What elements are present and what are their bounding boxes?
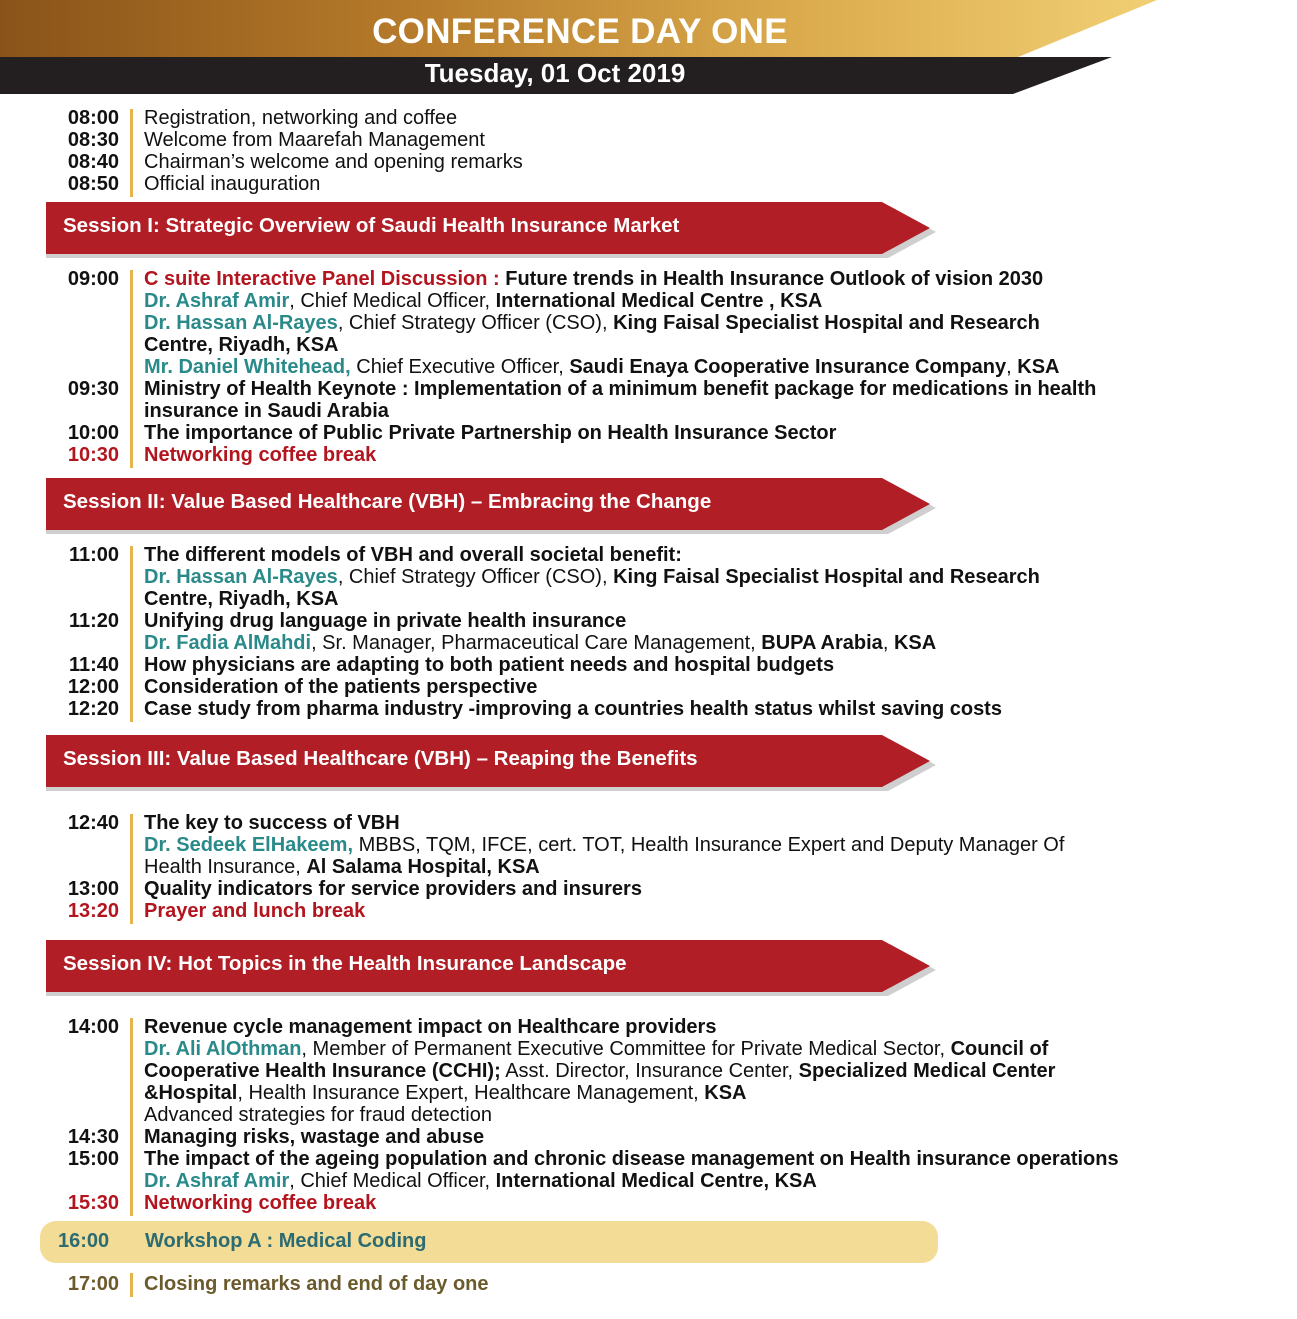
agenda-text xyxy=(144,1192,376,1214)
time-divider xyxy=(130,1194,133,1216)
speaker-name: Dr. Sedeek ElHakeem, xyxy=(144,834,354,856)
time-divider xyxy=(130,380,133,402)
closing-time: 17:00 xyxy=(67,1273,119,1295)
agenda-text-part: , xyxy=(1006,356,1018,378)
agenda-item xyxy=(0,268,1297,290)
speaker-name: Dr. Fadia AlMahdi xyxy=(144,632,312,654)
agenda-item-continuation xyxy=(0,334,1297,356)
agenda-text-part: Ministry of Health Keynote : Implementation of a minimum benefit package for medications in health xyxy=(144,378,1097,400)
agenda-text xyxy=(144,290,822,312)
time-divider xyxy=(130,1106,133,1128)
agenda-text-part: Advanced strategies for fraud detection xyxy=(144,1104,492,1126)
agenda-text: Chairman’s welcome and opening remarks xyxy=(144,151,523,173)
agenda-text-part: , Chief Strategy Officer (CSO), xyxy=(337,566,614,588)
time-divider xyxy=(130,814,133,836)
agenda-text xyxy=(144,1060,1055,1082)
agenda-text xyxy=(144,900,365,922)
time-divider xyxy=(130,1018,133,1040)
agenda-item xyxy=(0,107,1297,129)
agenda-time: 12:20 xyxy=(67,698,119,720)
agenda-text-part: King Faisal Specialist Hospital and Research xyxy=(613,566,1040,588)
opening-items xyxy=(0,107,1297,195)
time-divider xyxy=(130,336,133,358)
agenda-text xyxy=(144,698,1002,720)
time-divider xyxy=(130,1172,133,1194)
agenda-time: 08:40 xyxy=(67,151,119,173)
session-banner xyxy=(46,938,946,994)
agenda-text xyxy=(144,856,540,878)
time-divider xyxy=(130,153,133,175)
time-divider xyxy=(130,1040,133,1062)
agenda-text-part: Saudi Enaya Cooperative Insurance Company xyxy=(569,356,1007,378)
agenda-time: 08:30 xyxy=(67,129,119,151)
agenda-text xyxy=(144,566,1040,588)
agenda-time: 08:50 xyxy=(67,173,119,195)
session-agenda xyxy=(0,812,1297,922)
agenda-text xyxy=(144,268,1043,290)
time-divider xyxy=(130,270,133,292)
agenda-text xyxy=(144,1038,1048,1060)
agenda-text-part: Al Salama Hospital, KSA xyxy=(306,856,540,878)
closing-row xyxy=(0,1271,1297,1297)
agenda-text xyxy=(144,544,682,566)
agenda-text xyxy=(144,422,836,444)
agenda-item-continuation xyxy=(0,588,1297,610)
agenda-text-part: Quality indicators for service providers and insurers xyxy=(144,878,642,900)
time-divider xyxy=(130,634,133,656)
time-divider xyxy=(130,1062,133,1084)
agenda-text-part: Unifying drug language in private health insurance xyxy=(144,610,627,632)
session-banner xyxy=(46,733,946,789)
agenda-item-continuation xyxy=(0,566,1297,588)
agenda-item xyxy=(0,900,1297,922)
agenda-text-part: , Member of Permanent Executive Committee for Private Medical Sector, xyxy=(301,1038,951,1060)
time-divider xyxy=(130,446,133,468)
session-title: Session III: Value Based Healthcare (VBH) – Reaping the Benefits xyxy=(63,747,698,770)
time-divider xyxy=(130,292,133,314)
speaker-name: Dr. Ashraf Amir xyxy=(144,290,290,312)
agenda-item xyxy=(0,1148,1297,1170)
agenda-item-continuation xyxy=(0,312,1297,334)
agenda-item xyxy=(0,610,1297,632)
agenda-time: 09:00 xyxy=(67,268,119,290)
agenda-text xyxy=(144,1170,817,1192)
agenda-time: 11:40 xyxy=(68,654,119,676)
agenda-text-part: BUPA Arabia xyxy=(761,632,883,654)
agenda-text-part: International Medical Centre , KSA xyxy=(495,290,823,312)
page-title: CONFERENCE DAY ONE xyxy=(372,12,788,51)
session-banner xyxy=(46,476,946,532)
agenda-time: 14:00 xyxy=(67,1016,119,1038)
agenda-text xyxy=(144,1016,716,1038)
agenda-item xyxy=(0,812,1297,834)
speaker-name: Dr. Ali AlOthman xyxy=(144,1038,302,1060)
session-title: Session IV: Hot Topics in the Health Insurance Landscape xyxy=(63,952,627,975)
time-divider xyxy=(130,836,133,858)
agenda-item xyxy=(0,676,1297,698)
agenda-text-part: The key to success of VBH xyxy=(144,812,400,834)
time-divider xyxy=(130,590,133,612)
agenda-text xyxy=(144,378,1096,400)
agenda-time: 13:00 xyxy=(67,878,119,900)
agenda-text-part: KSA xyxy=(1017,356,1060,378)
agenda-item-continuation xyxy=(0,1104,1297,1126)
agenda-text xyxy=(144,654,834,676)
agenda-text-part: Future trends in Health Insurance Outlook of vision 2030 xyxy=(505,268,1044,290)
agenda-time: 11:00 xyxy=(68,544,119,566)
time-divider xyxy=(130,858,133,880)
agenda-item xyxy=(0,544,1297,566)
speaker-name: Dr. Ashraf Amir xyxy=(144,1170,290,1192)
agenda-item xyxy=(0,654,1297,676)
time-divider xyxy=(130,568,133,590)
agenda-time: 09:30 xyxy=(67,378,119,400)
agenda-item xyxy=(0,1192,1297,1214)
time-divider xyxy=(130,656,133,678)
session-title: Session I: Strategic Overview of Saudi Health Insurance Market xyxy=(63,214,680,237)
agenda-text xyxy=(144,444,376,466)
agenda-text-part: The importance of Public Private Partnership on Health Insurance Sector xyxy=(144,422,837,444)
time-divider xyxy=(130,358,133,380)
agenda-text xyxy=(144,400,389,422)
agenda-time: 14:30 xyxy=(67,1126,119,1148)
agenda-time: 15:00 xyxy=(67,1148,119,1170)
agenda-text-part: King Faisal Specialist Hospital and Research xyxy=(613,312,1040,334)
agenda-item xyxy=(0,378,1297,400)
agenda-item xyxy=(0,1126,1297,1148)
time-divider xyxy=(130,678,133,700)
agenda-text-part: Managing risks, wastage and abuse xyxy=(144,1126,485,1148)
time-divider xyxy=(130,902,133,924)
agenda-text xyxy=(144,588,338,610)
agenda-text-part: , Health Insurance Expert, Healthcare Management, xyxy=(237,1082,705,1104)
agenda-text-part: The impact of the ageing population and chronic disease management on Health insurance operations xyxy=(144,1148,1119,1170)
time-divider xyxy=(130,175,133,197)
agenda-time: 12:00 xyxy=(67,676,119,698)
agenda-text-part: , Chief Strategy Officer (CSO), xyxy=(337,312,614,334)
agenda-text-part: Centre, Riyadh, KSA xyxy=(144,334,339,356)
speaker-name: Mr. Daniel Whitehead, xyxy=(144,356,351,378)
agenda-text-part: , Sr. Manager, Pharmaceutical Care Management, xyxy=(311,632,762,654)
speaker-name: Dr. Hassan Al-Rayes xyxy=(144,566,338,588)
session-title: Session II: Value Based Healthcare (VBH) – Embracing the Change xyxy=(63,490,712,513)
agenda-text-part: MBBS, TQM, IFCE, cert. TOT, Health Insurance Expert and Deputy Manager Of xyxy=(353,834,1065,856)
agenda-text xyxy=(144,1104,492,1126)
agenda-text xyxy=(144,878,642,900)
time-divider xyxy=(130,612,133,634)
time-divider xyxy=(130,880,133,902)
time-divider xyxy=(130,402,133,424)
agenda-time: 10:00 xyxy=(67,422,119,444)
agenda-time: 15:30 xyxy=(67,1192,119,1214)
closing-text: Closing remarks and end of day one xyxy=(144,1273,489,1295)
agenda-text xyxy=(144,1082,747,1104)
agenda-text xyxy=(144,834,1064,856)
agenda-item-continuation xyxy=(0,400,1297,422)
agenda-item xyxy=(0,151,1297,173)
agenda-time: 13:20 xyxy=(67,900,119,922)
agenda-item-continuation xyxy=(0,834,1297,856)
time-divider xyxy=(130,109,133,131)
agenda-time: 11:20 xyxy=(68,610,119,632)
session-agenda xyxy=(0,544,1297,720)
agenda-item xyxy=(0,1016,1297,1038)
agenda-text-part: Council of xyxy=(950,1038,1049,1060)
agenda-text xyxy=(144,812,400,834)
agenda-text-part: Networking coffee break xyxy=(144,444,377,466)
agenda-text-part: International Medical Centre, KSA xyxy=(495,1170,817,1192)
agenda-item xyxy=(0,444,1297,466)
agenda-item-continuation xyxy=(0,1082,1297,1104)
agenda-text-part: &Hospital xyxy=(144,1082,238,1104)
agenda-text-part: The different models of VBH and overall societal benefit: xyxy=(144,544,682,566)
agenda-text xyxy=(144,1148,1119,1170)
workshop-row xyxy=(40,1221,938,1263)
agenda-text-part: Centre, Riyadh, KSA xyxy=(144,588,339,610)
agenda-text xyxy=(144,334,338,356)
time-divider xyxy=(130,1273,133,1297)
agenda-text-part: Case study from pharma industry -improving a countries health status whilst saving costs xyxy=(144,698,1002,720)
agenda-text xyxy=(144,1126,484,1148)
agenda-text xyxy=(144,632,936,654)
agenda-item xyxy=(0,698,1297,720)
agenda-text-part: insurance in Saudi Arabia xyxy=(144,400,389,422)
agenda-text-part: Prayer and lunch break xyxy=(144,900,366,922)
time-divider xyxy=(130,424,133,446)
speaker-name: Dr. Hassan Al-Rayes xyxy=(144,312,338,334)
agenda-text-part: Health Insurance, xyxy=(144,856,307,878)
agenda-text-part: Asst. Director, Insurance Center, xyxy=(500,1060,799,1082)
agenda-text: Registration, networking and coffee xyxy=(144,107,458,129)
agenda-text-part: Chief Executive Officer, xyxy=(350,356,570,378)
time-divider xyxy=(130,700,133,722)
workshop-label: Workshop A : Medical Coding xyxy=(145,1230,427,1252)
agenda-text xyxy=(144,356,1059,378)
time-divider xyxy=(130,546,133,568)
agenda-text-part: , Chief Medical Officer, xyxy=(289,290,496,312)
agenda-text xyxy=(144,610,626,632)
agenda-item-continuation xyxy=(0,1038,1297,1060)
agenda-text-part: KSA xyxy=(704,1082,747,1104)
agenda-item-continuation xyxy=(0,632,1297,654)
agenda-text-part: Networking coffee break xyxy=(144,1192,377,1214)
agenda-time: 08:00 xyxy=(67,107,119,129)
agenda-time: 12:40 xyxy=(67,812,119,834)
time-divider xyxy=(130,314,133,336)
session-agenda xyxy=(0,1016,1297,1214)
time-divider xyxy=(130,131,133,153)
agenda-text: Welcome from Maarefah Management xyxy=(144,129,485,151)
agenda-item-continuation xyxy=(0,856,1297,878)
agenda-text xyxy=(144,312,1040,334)
time-divider xyxy=(130,1128,133,1150)
agenda-text-part: Cooperative Health Insurance (CCHI); xyxy=(144,1060,501,1082)
agenda-item xyxy=(0,422,1297,444)
agenda-text-part: Consideration of the patients perspective xyxy=(144,676,538,698)
time-divider xyxy=(130,1150,133,1172)
agenda-text xyxy=(144,676,537,698)
agenda-text-part: KSA xyxy=(893,632,937,654)
session-banner xyxy=(46,200,946,256)
session-agenda xyxy=(0,268,1297,466)
agenda-text-part: , Chief Medical Officer, xyxy=(289,1170,496,1192)
agenda-time: 10:30 xyxy=(67,444,119,466)
agenda-item xyxy=(0,173,1297,195)
agenda-text-part: How physicians are adapting to both patient needs and hospital budgets xyxy=(144,654,835,676)
agenda-text-part: C suite Interactive Panel Discussion : xyxy=(144,268,506,290)
agenda-item xyxy=(0,129,1297,151)
agenda-item-continuation xyxy=(0,290,1297,312)
conference-date: Tuesday, 01 Oct 2019 xyxy=(424,58,686,88)
agenda-text: Official inauguration xyxy=(144,173,321,195)
agenda-item xyxy=(0,878,1297,900)
agenda-item-continuation xyxy=(0,1170,1297,1192)
agenda-text-part: Revenue cycle management impact on Healthcare providers xyxy=(144,1016,717,1038)
agenda-item-continuation xyxy=(0,1060,1297,1082)
workshop-time: 16:00 xyxy=(58,1230,110,1252)
agenda-item-continuation xyxy=(0,356,1297,378)
agenda-text-part: Specialized Medical Center xyxy=(798,1060,1056,1082)
time-divider xyxy=(130,1084,133,1106)
agenda-text-part: , xyxy=(882,632,894,654)
